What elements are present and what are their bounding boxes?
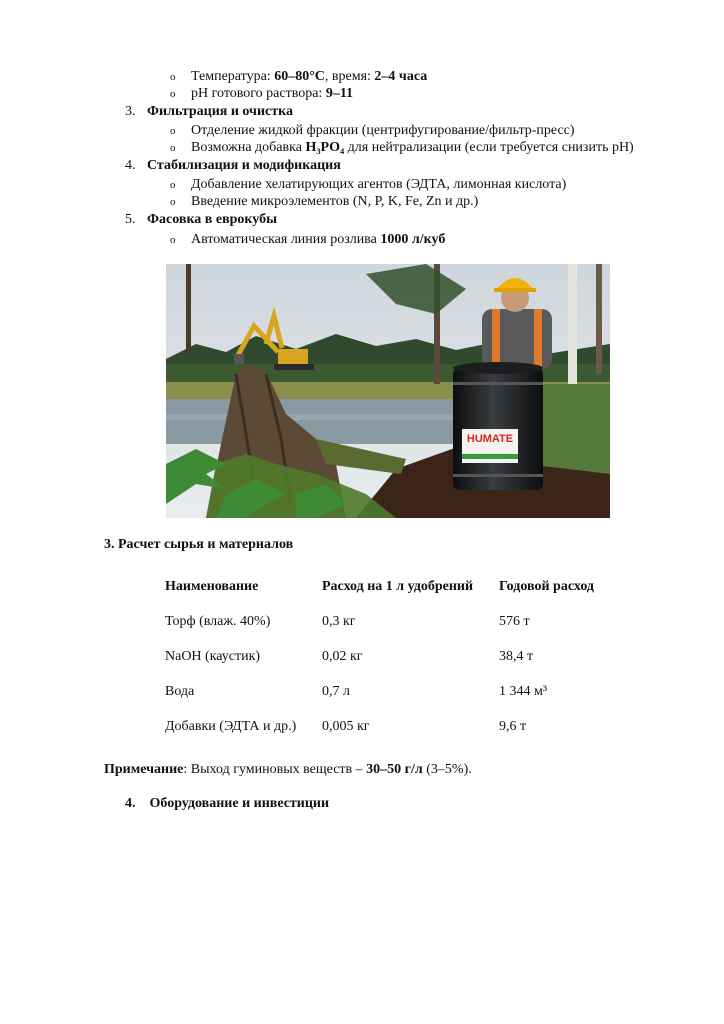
table-cell: 1 344 м³ [499, 684, 548, 699]
list-number: 5. [125, 212, 136, 227]
barrel-label: HUMATE [466, 433, 514, 445]
table-cell: Торф (влаж. 40%) [165, 614, 271, 629]
table-cell: 0,005 кг [322, 719, 370, 734]
table-header-per-liter: Расход на 1 л удобрений [322, 579, 474, 594]
table-cell: 576 т [499, 614, 530, 629]
list-heading-packaging: Фасовка в еврокубы [147, 212, 278, 227]
list-item-h3po4: Возможна добавка H₃PO₄ для нейтрализации (если требуется снизить pH) [191, 140, 634, 155]
table-cell: Добавки (ЭДТА и др.) [165, 719, 297, 734]
list-number: 3. [125, 104, 136, 119]
list-heading-filtration: Фильтрация и очистка [147, 104, 293, 119]
list-item-separation: Отделение жидкой фракции (центрифугирование/фильтр-пресс) [191, 123, 575, 138]
humate-barrel [453, 362, 543, 490]
bullet-marker: o [170, 142, 176, 154]
list-item-temperature: Температура: 60–80°C, время: 2–4 часа [191, 69, 428, 84]
list-item-microelements: Введение микроэлементов (N, P, K, Fe, Zn и др.) [191, 194, 479, 209]
humate-scene-illustration [166, 264, 610, 518]
table-cell: 0,7 л [322, 684, 350, 699]
bullet-marker: o [170, 234, 176, 246]
table-cell: Вода [165, 684, 195, 699]
table-header-name: Наименование [165, 579, 259, 594]
table-cell: 0,02 кг [322, 649, 363, 664]
bullet-marker: o [170, 179, 176, 191]
section-4-title: 4. Оборудование и инвестиции [125, 796, 330, 811]
list-item-filling-line: Автоматическая линия розлива 1000 л/куб [191, 232, 446, 247]
list-item-ph: pH готового раствора: 9–11 [191, 86, 354, 101]
bullet-marker: o [170, 125, 176, 137]
table-cell: 9,6 т [499, 719, 527, 734]
yield-note: Примечание: Выход гуминовых веществ – 30–50 г/л (3–5%). [104, 762, 472, 777]
section-3-title: 3. Расчет сырья и материалов [104, 537, 294, 552]
list-heading-stabilization: Стабилизация и модификация [147, 158, 341, 173]
list-item-chelating: Добавление хелатирующих агентов (ЭДТА, лимонная кислота) [191, 177, 567, 192]
table-header-annual: Годовой расход [499, 579, 594, 594]
bullet-marker: o [170, 71, 176, 83]
bullet-marker: o [170, 88, 176, 100]
table-cell: 0,3 кг [322, 614, 356, 629]
table-cell: 38,4 т [499, 649, 534, 664]
illustration-photo [166, 264, 610, 518]
list-number: 4. [125, 158, 136, 173]
table-cell: NaOH (каустик) [165, 649, 261, 664]
bullet-marker: o [170, 196, 176, 208]
